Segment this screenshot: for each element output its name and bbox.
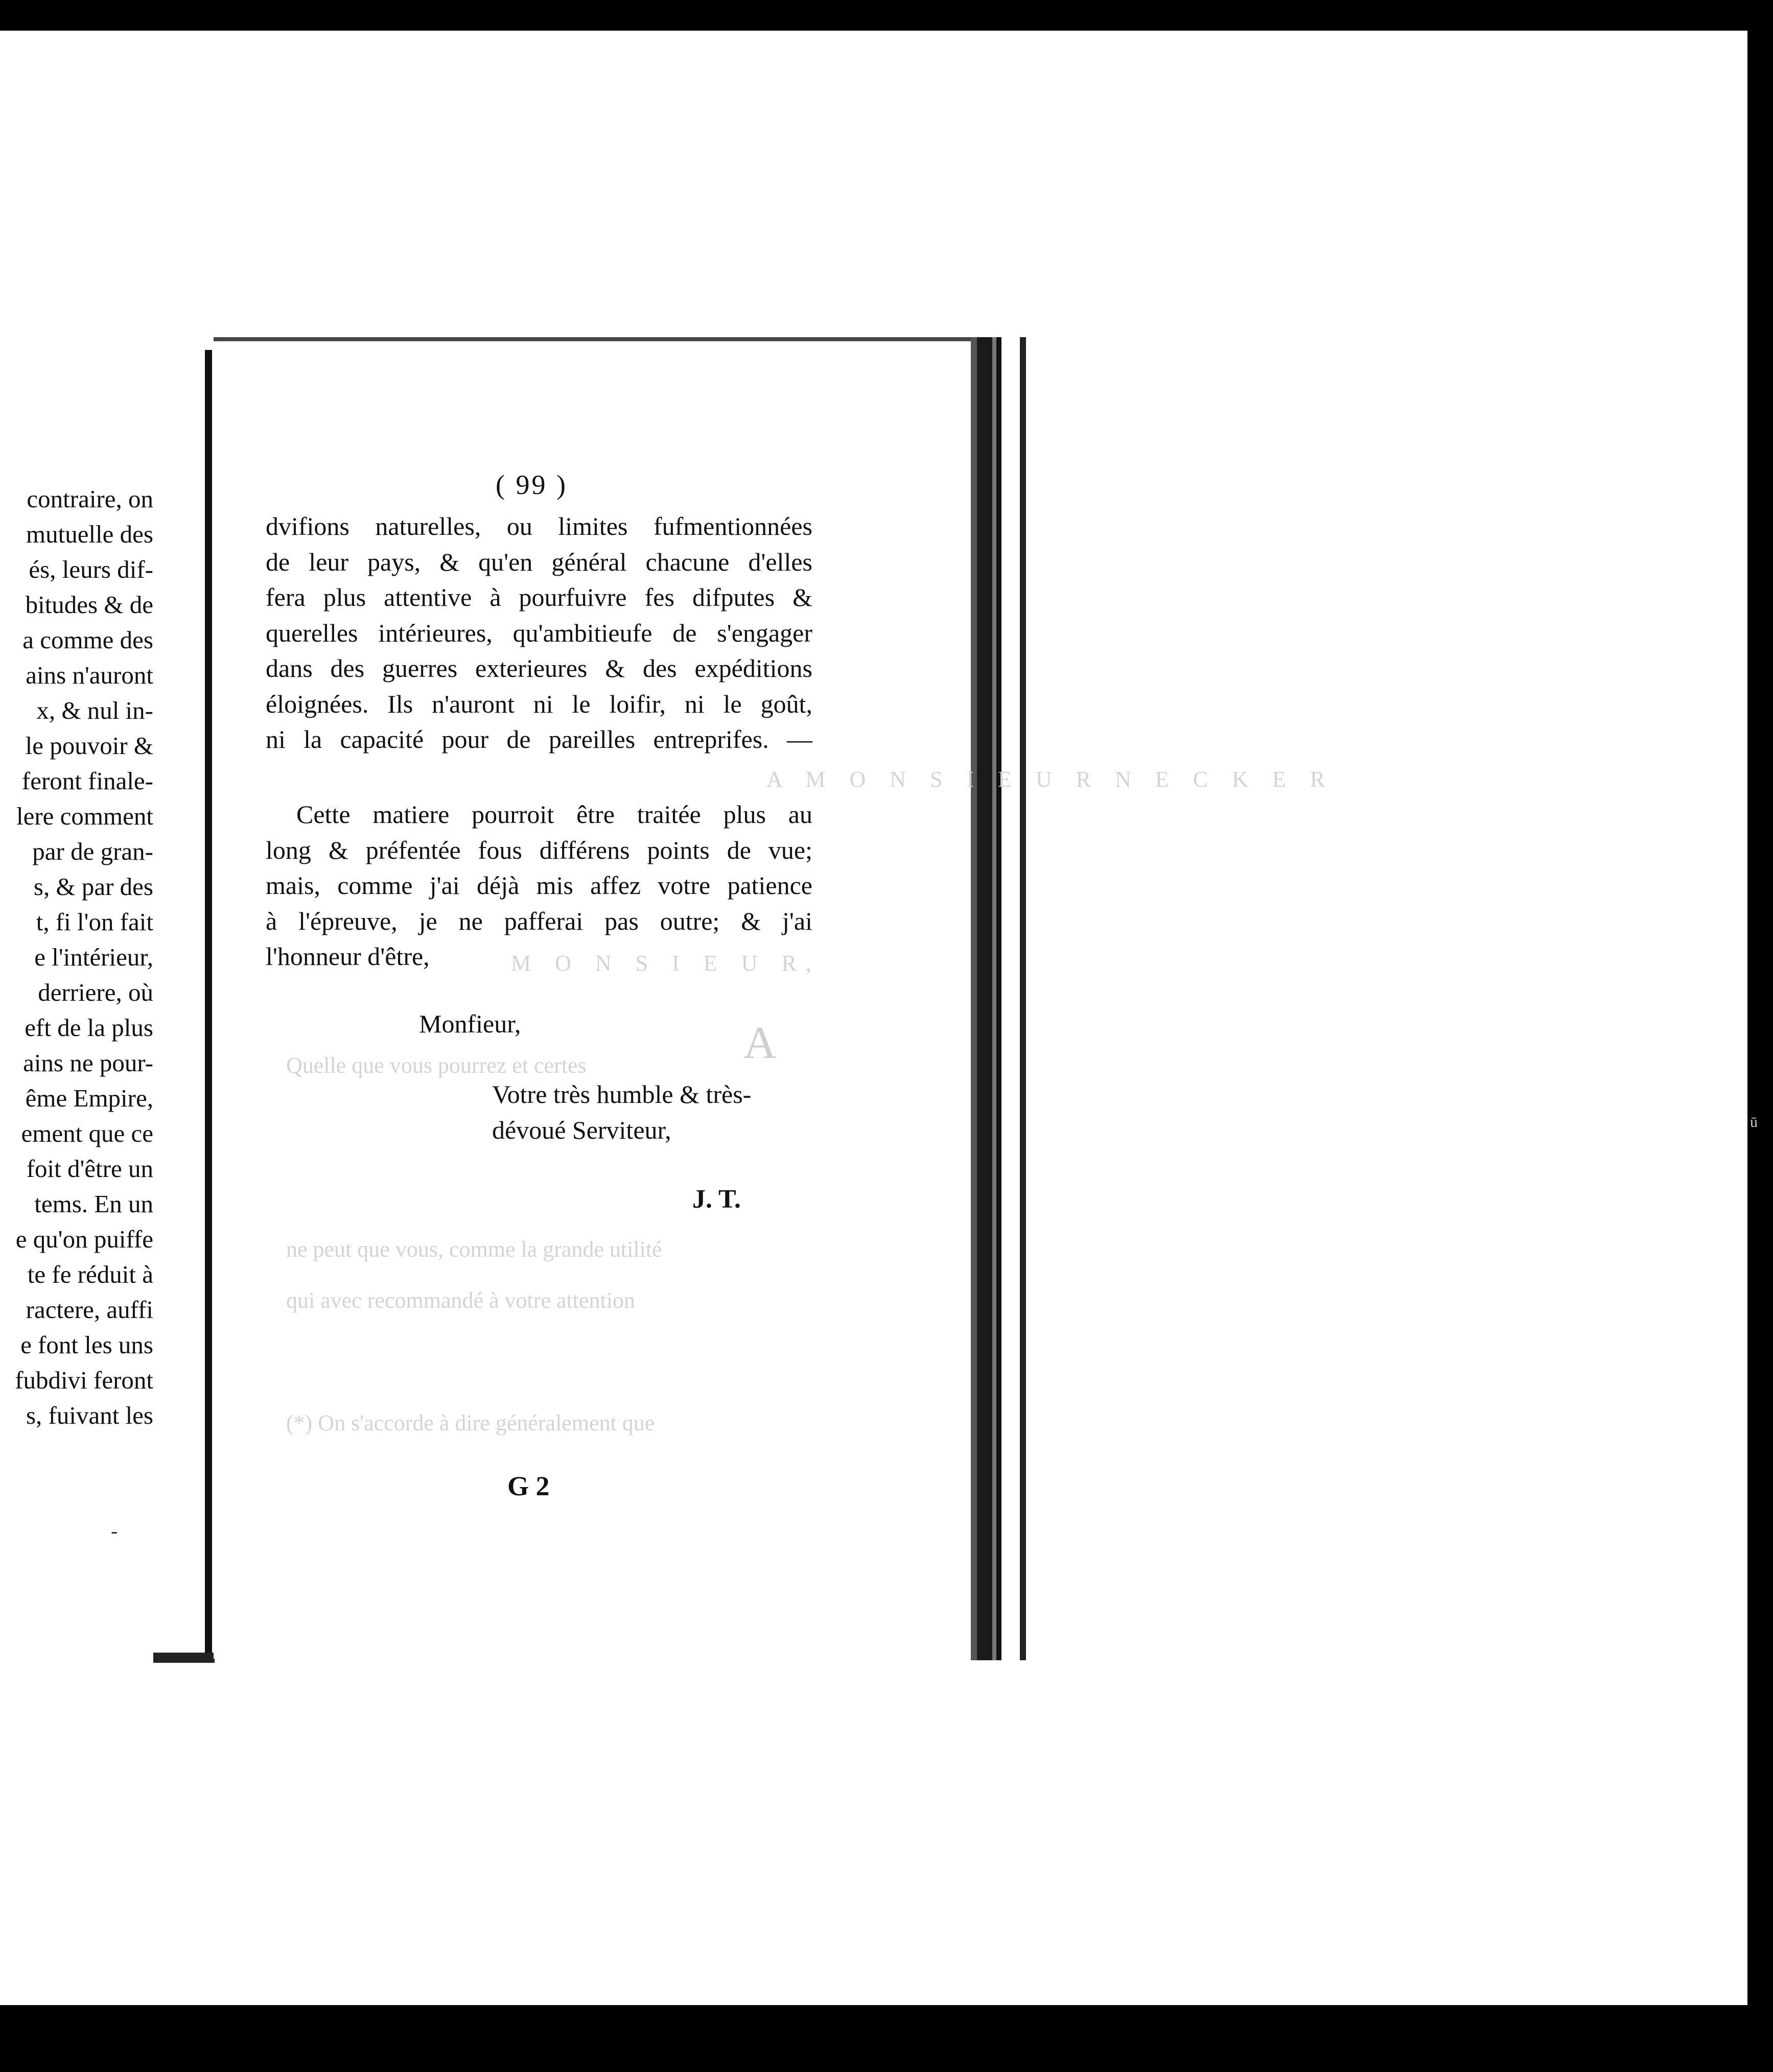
text-line: ractere, auffi: [26, 1296, 153, 1324]
show-through-text: M O N S I E U R,: [511, 951, 821, 976]
text-line: long & préfentée fous différens points de vue;: [266, 835, 812, 864]
text-line: tems. En un: [34, 1190, 153, 1218]
paragraph-2: [266, 797, 812, 975]
ink-speck: -: [111, 1519, 118, 1542]
fore-edge: [996, 337, 1001, 1660]
show-through-text: ne peut que vous, comme la grande utilité: [286, 1237, 662, 1262]
text-line: ement que ce: [21, 1119, 153, 1147]
text-line: t, fi l'on fait: [36, 908, 153, 936]
closing-formula: [492, 1076, 751, 1148]
text-line: mais, comme j'ai déjà mis affez votre patience: [266, 871, 812, 900]
text-line: feront finale-: [21, 767, 153, 795]
show-through-text: A M O N S I E U R N E C K E R: [766, 767, 1335, 792]
fore-edge: [977, 337, 992, 1660]
page-number: ( 99 ): [496, 469, 568, 500]
author-initials: J. T.: [692, 1185, 741, 1214]
text-line: s, & par des: [33, 873, 153, 901]
text-line: fera plus attentive à pourfuivre fes difputes &: [266, 583, 812, 611]
text-line: ains n'auront: [26, 661, 153, 689]
show-through-text: qui avec recommandé à votre attention: [286, 1288, 635, 1313]
text-line: éloignées. Ils n'auront ni le loifir, ni le goût,: [266, 689, 812, 718]
text-line: querelles intérieures, qu'ambitieufe de s'engager: [266, 618, 812, 647]
text-line: foit d'être un: [26, 1155, 153, 1183]
show-through-text: (*) On s'accorde à dire généralement que: [286, 1410, 655, 1435]
salutation: Monfieur,: [419, 1009, 521, 1038]
text-line: l'honneur d'être,: [266, 942, 430, 971]
text-line: fubdivi feront: [15, 1366, 153, 1394]
text-line: à l'épreuve, je ne pafferai pas outre; & j'ai: [266, 906, 812, 935]
fore-edge: [992, 337, 996, 1660]
previous-page-text: [0, 481, 153, 1433]
closing-line: Votre très humble & très-: [492, 1080, 752, 1109]
text-line: derriere, où: [38, 978, 153, 1006]
scan-artifact: ū: [1750, 1114, 1758, 1131]
text-line: ni la capacité pour de pareilles entreprifes. —: [266, 725, 812, 754]
show-through-initial: A: [743, 1018, 777, 1068]
text-line: e qu'on puiffe: [15, 1225, 153, 1253]
text-line: te fe réduit à: [27, 1260, 153, 1288]
fore-edge: [1020, 337, 1026, 1660]
previous-page: [0, 347, 207, 1660]
page-top-edge: [214, 337, 1026, 341]
text-line: dans des guerres exterieures & des expéditions: [266, 654, 812, 682]
closing-line: dévoué Serviteur,: [492, 1116, 671, 1144]
fore-edge: [971, 337, 977, 1660]
book-gutter: [205, 350, 212, 1663]
text-line: par de gran-: [32, 837, 153, 865]
text-line: e l'intérieur,: [34, 943, 153, 971]
paragraph-1: [266, 509, 812, 758]
text-line: dvifions naturelles, ou limites fufmentionnées: [266, 512, 812, 540]
page-shadow: [153, 1653, 215, 1663]
text-line: le pouvoir &: [25, 732, 153, 760]
text-line: ains ne pour-: [23, 1049, 153, 1077]
scan-border-bottom: [0, 2005, 1773, 2072]
fore-edge: [1001, 337, 1020, 1660]
text-line: mutuelle des: [26, 520, 153, 548]
text-line: és, leurs dif-: [29, 555, 153, 583]
show-through-text: Quelle que vous pourrez et certes: [286, 1053, 587, 1078]
text-line: a comme des: [22, 626, 153, 654]
signature-mark: G 2: [507, 1471, 550, 1501]
text-line: s, fuivant les: [26, 1401, 153, 1429]
text-line: de leur pays, & qu'en général chacune d'elles: [266, 547, 812, 576]
text-line: Cette matiere pourroit être traitée plus au: [296, 800, 812, 829]
text-line: e font les uns: [20, 1331, 153, 1359]
text-line: x, & nul in-: [36, 696, 153, 724]
text-line: contraire, on: [27, 485, 153, 513]
scan-border-right: [1747, 0, 1773, 2072]
text-line: lere comment: [16, 802, 153, 830]
text-line: eft de la plus: [25, 1014, 153, 1042]
text-line: bitudes & de: [25, 591, 153, 619]
text-line: ême Empire,: [25, 1084, 153, 1112]
